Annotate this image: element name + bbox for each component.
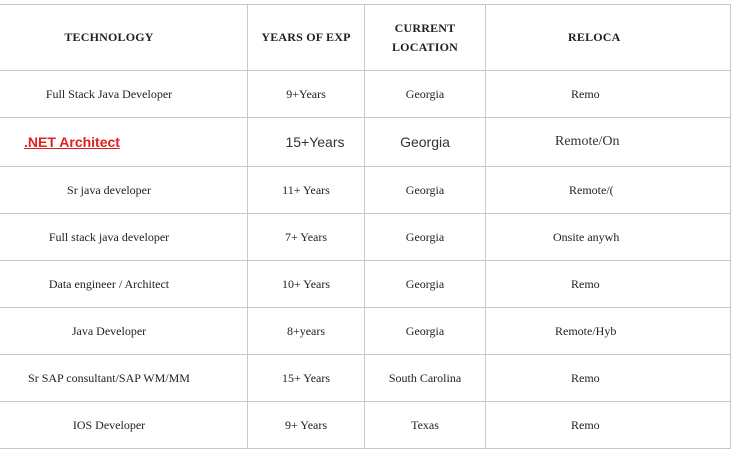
cell-technology: Java Developer (0, 308, 248, 355)
header-technology: TECHNOLOGY (0, 5, 248, 71)
table-row (0, 118, 731, 167)
cell-technology: Sr SAP consultant/SAP WM/MM (0, 355, 248, 402)
cell-years: 15+ Years (248, 355, 365, 402)
header-relocation-text: RELOCA (568, 30, 621, 44)
cell-relocation-text: Remo (571, 370, 600, 385)
cell-years: 11+ Years (248, 167, 365, 214)
cell-technology: Full stack java developer (0, 214, 248, 261)
cell-years: 9+ Years (248, 402, 365, 449)
cell-years (248, 118, 365, 167)
table-row (0, 167, 731, 214)
cell-relocation-text: Remote/On (555, 134, 620, 149)
cell-relocation-text: Onsite anywh (553, 229, 620, 244)
table-row (0, 355, 731, 402)
table-row (0, 402, 731, 449)
cell-years: 7+ Years (248, 214, 365, 261)
cell-years: 8+years (248, 308, 365, 355)
table-header-row (0, 5, 731, 71)
cell-relocation-text: Remo (571, 417, 600, 432)
cell-location: Georgia (365, 261, 486, 308)
cell-years-text: 15+Years (285, 133, 345, 150)
cell-relocation (486, 214, 731, 261)
cell-relocation (486, 118, 731, 167)
cell-relocation-text: Remote/( (569, 182, 614, 197)
cell-location: Georgia (365, 214, 486, 261)
header-relocation (486, 5, 731, 71)
cell-relocation-text: Remote/Hyb (555, 323, 617, 338)
cell-years: 10+ Years (248, 261, 365, 308)
table-row (0, 214, 731, 261)
cell-relocation (486, 167, 731, 214)
table-row (0, 71, 731, 118)
cell-location-text: Georgia (400, 133, 450, 150)
table-row (0, 261, 731, 308)
cell-relocation-text: Remo (571, 86, 600, 101)
net-architect-link[interactable]: .NET Architect (24, 133, 120, 150)
cell-relocation (486, 308, 731, 355)
table-row (0, 308, 731, 355)
cell-location: Georgia (365, 308, 486, 355)
cell-location: Texas (365, 402, 486, 449)
cell-location (365, 118, 486, 167)
cell-technology: Sr java developer (0, 167, 248, 214)
cell-technology: Data engineer / Architect (0, 261, 248, 308)
cell-location: Georgia (365, 71, 486, 118)
cell-relocation (486, 355, 731, 402)
requirements-table (0, 4, 731, 449)
cell-years: 9+Years (248, 71, 365, 118)
cell-relocation (486, 402, 731, 449)
cell-technology: Full Stack Java Developer (0, 71, 248, 118)
cell-location: South Carolina (365, 355, 486, 402)
cell-relocation (486, 71, 731, 118)
header-years-of-exp: YEARS OF EXP (248, 5, 365, 71)
cell-relocation-text: Remo (571, 276, 600, 291)
cell-technology (0, 118, 248, 167)
cell-technology: IOS Developer (0, 402, 248, 449)
header-current-location: CURRENT LOCATION (365, 5, 486, 71)
cell-location: Georgia (365, 167, 486, 214)
cell-relocation (486, 261, 731, 308)
